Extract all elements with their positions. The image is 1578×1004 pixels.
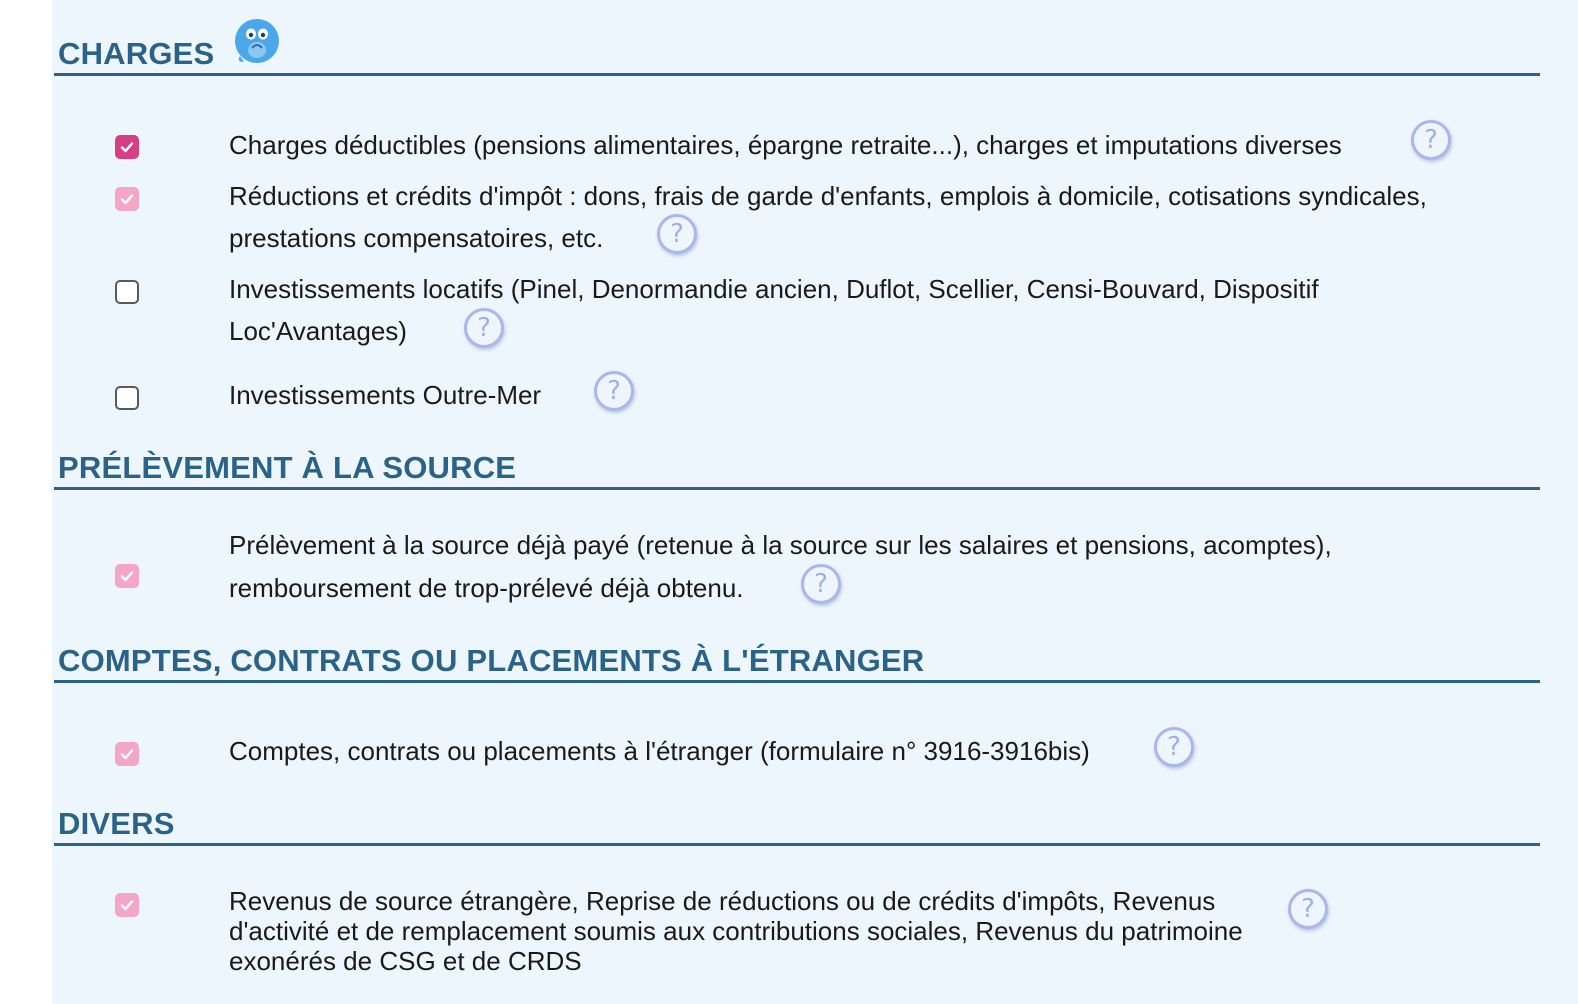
help-icon[interactable]: ? bbox=[1154, 727, 1194, 767]
checkbox-reductions-credits bbox=[115, 187, 139, 211]
label-divers-line3: exonérés de CSG et de CRDS bbox=[229, 946, 582, 976]
label-prelevement-source-line1: Prélèvement à la source déjà payé (retenue à la source sur les salaires et pensions, acomptes), bbox=[229, 530, 1332, 560]
checkmark-icon bbox=[119, 746, 135, 762]
label-investissements-locatifs-line1: Investissements locatifs (Pinel, Denormandie ancien, Duflot, Scellier, Censi-Bouvard, Dispositif bbox=[229, 274, 1319, 304]
label-reductions-credits-line2: prestations compensatoires, etc. bbox=[229, 223, 604, 253]
checkmark-icon bbox=[119, 897, 135, 913]
checkbox-investissements-outre-mer[interactable] bbox=[115, 386, 139, 410]
label-investissements-outre-mer: Investissements Outre-Mer bbox=[229, 380, 542, 410]
checkmark-icon bbox=[119, 568, 135, 584]
section-rule-prelevement bbox=[54, 487, 1540, 490]
checkbox-charges-deductibles[interactable] bbox=[115, 135, 139, 159]
label-investissements-locatifs-line2: Loc'Avantages) bbox=[229, 316, 407, 346]
label-divers-line2: d'activité et de remplacement soumis aux contributions sociales, Revenus du patrimoine bbox=[229, 916, 1243, 946]
label-reductions-credits-line1: Réductions et crédits d'impôt : dons, frais de garde d'enfants, emplois à domicile, cotisations syndicales, bbox=[229, 181, 1427, 211]
checkmark-icon bbox=[119, 191, 135, 207]
section-title-divers: DIVERS bbox=[58, 806, 175, 841]
help-icon[interactable]: ? bbox=[1411, 120, 1451, 160]
mascot-icon bbox=[232, 18, 282, 68]
help-icon[interactable]: ? bbox=[657, 214, 697, 254]
section-title-comptes-etranger: COMPTES, CONTRATS OU PLACEMENTS À L'ÉTRANGER bbox=[58, 643, 925, 678]
checkbox-prelevement-source bbox=[115, 564, 139, 588]
help-icon[interactable]: ? bbox=[801, 564, 841, 604]
section-rule-comptes-etranger bbox=[54, 680, 1540, 683]
label-prelevement-source-line2: remboursement de trop-prélevé déjà obtenu. bbox=[229, 573, 744, 603]
label-divers-line1: Revenus de source étrangère, Reprise de réductions ou de crédits d'impôts, Revenus bbox=[229, 886, 1216, 916]
section-title-prelevement: PRÉLÈVEMENT À LA SOURCE bbox=[58, 450, 517, 485]
checkbox-investissements-locatifs[interactable] bbox=[115, 280, 139, 304]
section-rule-charges bbox=[54, 73, 1540, 76]
label-charges-deductibles: Charges déductibles (pensions alimentaires, épargne retraite...), charges et imputations diverses bbox=[229, 130, 1342, 160]
section-rule-divers bbox=[54, 843, 1540, 846]
checkmark-icon bbox=[119, 139, 135, 155]
section-title-charges: CHARGES bbox=[58, 36, 215, 71]
help-icon[interactable]: ? bbox=[464, 308, 504, 348]
checkbox-comptes-etranger bbox=[115, 742, 139, 766]
label-comptes-etranger: Comptes, contrats ou placements à l'étranger (formulaire n° 3916-3916bis) bbox=[229, 736, 1090, 766]
help-icon[interactable]: ? bbox=[1288, 889, 1328, 929]
checkbox-divers bbox=[115, 893, 139, 917]
help-icon[interactable]: ? bbox=[594, 371, 634, 411]
